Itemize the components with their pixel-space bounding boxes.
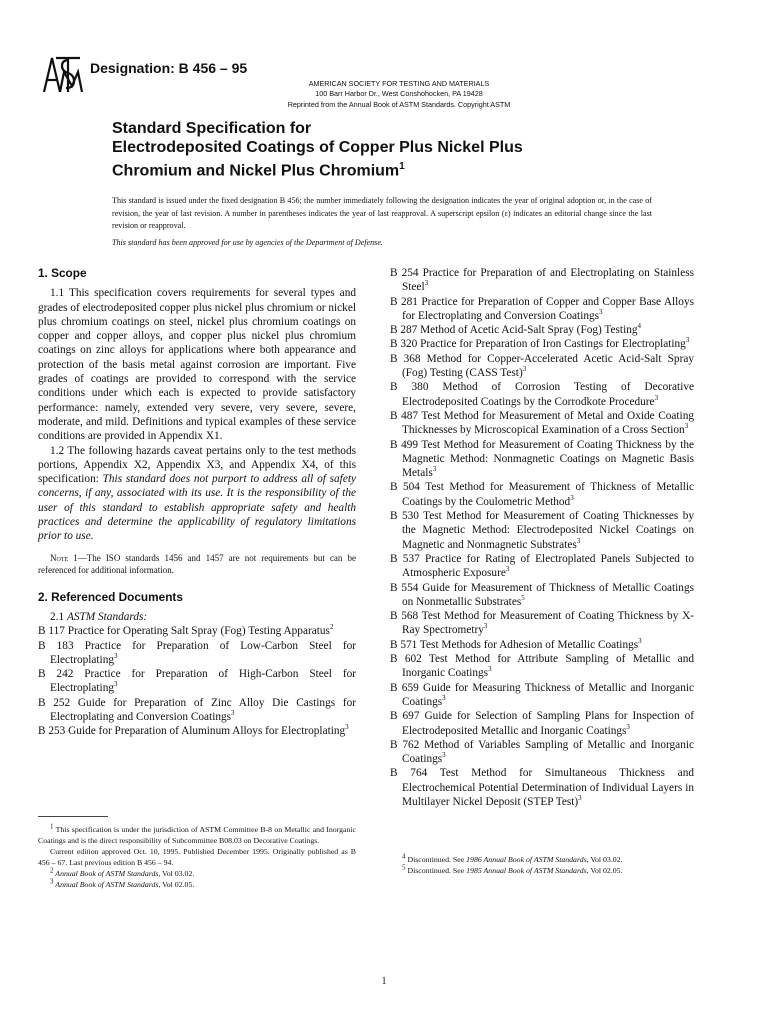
- footnote-2: [38, 868, 356, 879]
- footnote-marker: 3: [599, 308, 603, 317]
- subsection-astm-standards: [38, 610, 356, 624]
- footnote-marker: 2: [50, 866, 54, 875]
- reference-text: B 253 Guide for Preparation of Aluminum Alloys for Electroplating: [38, 725, 346, 738]
- footnote-marker: 4: [637, 322, 642, 331]
- reference-text: B 117 Practice for Operating Salt Spray (Fog) Testing Apparatus: [38, 625, 330, 638]
- publisher-block: [0, 79, 768, 110]
- footnote-marker: 3: [442, 694, 446, 703]
- reference-item: [390, 438, 694, 481]
- reference-text: B 571 Test Methods for Adhesion of Metallic Coatings: [390, 638, 639, 651]
- designation-note: This standard is issued under the fixed designation B 456; the number immediately following the designation indicates the year of original adoption or, in the case of revision, the year of last revision. A number in parentheses indicates the year of last reapproval. A superscript epsilon (ε) indicates an editorial change since the last revision or reapproval.: [112, 196, 652, 231]
- footnote-marker: 3: [483, 622, 488, 631]
- reference-item: [390, 609, 694, 638]
- footnote-marker: 2: [329, 623, 334, 632]
- reference-item: [390, 266, 694, 295]
- reference-text: B 764 Test Method for Simultaneous Thickness and Electrochemical Potential Determination of Individual Layers in Multilayer Nickel Deposit (STEP Test): [390, 767, 694, 808]
- title-line-1: Standard Specification for: [112, 120, 312, 137]
- reference-item: [390, 323, 694, 337]
- reference-text: B 252 Guide for Preparation of Zinc Alloy Die Castings for Electroplating and Conversion Coatings: [38, 696, 356, 724]
- section-heading-scope: 1. Scope: [38, 266, 87, 280]
- footnote-marker: 3: [654, 393, 659, 402]
- footnote-marker: 5: [402, 863, 406, 872]
- reference-text: B 568 Test Method for Measurement of Coating Thickness by X-Ray Spectrometry: [390, 610, 694, 637]
- footnote-marker: 3: [626, 722, 630, 731]
- footnote-marker: 3: [424, 279, 429, 288]
- scope-paragraph-2: [38, 444, 356, 544]
- subsection-number: 2.1: [50, 610, 67, 623]
- reference-text: B 380 Method of Corrosion Testing of Decorative Electrodeposited Coatings by the Corrodkote Procedure: [390, 381, 694, 408]
- reference-text: B 487 Test Method for Measurement of Metal and Oxide Coating Thicknesses by Microscopical Examination of a Cross Section: [390, 409, 694, 437]
- reprint-notice: Reprinted from the Annual Book of ASTM Standards. Copyright ASTM: [287, 99, 511, 109]
- reference-item: [390, 380, 694, 409]
- reference-text: B 554 Guide for Measurement of Thickness of Metallic Coatings on Nonmetallic Substrates: [390, 581, 694, 608]
- footnote-1: [38, 824, 356, 846]
- reference-text: B 281 Practice for Preparation of Copper and Copper Base Alloys for Electroplating and Conversion Coatings: [390, 295, 694, 322]
- footnote-marker: 4: [402, 852, 406, 861]
- footnote-volume: , Vol 03.02.: [586, 855, 623, 864]
- footnote-marker: 3: [578, 794, 582, 803]
- reference-text: B 254 Practice for Preparation of and Electroplating on Stainless Steel: [390, 267, 694, 294]
- footnote-marker: 3: [114, 680, 118, 689]
- reference-item: [390, 409, 694, 438]
- title-line-3-text: Chromium and Nickel Plus Chromium: [112, 162, 400, 180]
- footnote-marker: 3: [685, 336, 690, 345]
- safety-caveat: This standard does not purport to address all of safety concerns, if any, associated with its use. It is the responsibility of the user of this standard to establish appropriate safety and health practices and determine the applicability of regulatory limitations prior to use.: [38, 473, 356, 543]
- reference-text: B 499 Test Method for Measurement of Coating Thickness by the Magnetic Method: Nonmagnetic Coatings on Magnetic Basis Metals: [390, 438, 694, 480]
- footnote-marker: 3: [576, 536, 581, 545]
- reference-item: [390, 552, 694, 581]
- reference-item: [390, 638, 694, 652]
- reference-item: [390, 480, 694, 509]
- footnote-4: [390, 854, 694, 865]
- reference-item: [390, 352, 694, 381]
- reference-item: [390, 509, 694, 552]
- right-column: [390, 266, 694, 809]
- reference-item: [390, 581, 694, 610]
- footnote-marker: 3: [570, 493, 574, 502]
- reference-item: [390, 337, 694, 351]
- reference-item: [38, 696, 356, 725]
- reference-item: [38, 667, 356, 696]
- dod-approval: This standard has been approved for use by agencies of the Department of Defense.: [112, 237, 383, 247]
- footnote-volume: , Vol 03.02.: [158, 869, 195, 878]
- note-1: [38, 552, 356, 576]
- document-title: [112, 119, 672, 180]
- footnote-book-title: 1986 Annual Book of ASTM Standards: [466, 855, 587, 864]
- reference-text: B 697 Guide for Selection of Sampling Plans for Inspection of Electrodeposited Metallic and Inorganic Coatings: [390, 710, 694, 737]
- reference-item: [390, 295, 694, 324]
- reference-text: B 602 Test Method for Attribute Sampling of Metallic and Inorganic Coatings: [390, 653, 694, 680]
- reference-text: B 504 Test Method for Measurement of Thickness of Metallic Coatings by the Coulometric Method: [390, 481, 694, 508]
- footnote-marker: 3: [50, 877, 54, 886]
- footnote-book-title: 1985 Annual Book of ASTM Standards: [466, 866, 587, 875]
- footnote-text: Discontinued. See: [405, 866, 467, 875]
- scope-paragraph-2-text: 1.2 The following hazards caveat pertains only to the test methods portions, Appendix X2, Appendix X3, and Appendix X4, of this specification:: [38, 444, 356, 486]
- footnotes-left: [38, 824, 356, 890]
- scope-paragraph-1: 1.1 This specification covers requirements for several types and grades of electrodeposited copper plus nickel plus chromium or nickel plus chromium coatings on steel, nickel plus chromium coatings on copper and copper alloys, and copper plus nickel plus chromium coatings on zinc alloys for applications where both appearance and protection of the basis metal against corrosion are important. Five grades of coatings are provided to correspond with the service conditions under which each is expected to provide satisfactory performance: namely, extended very severe, very severe, severe, moderate, and mild. Definitions and typical examples of these service conditions are provided in Appendix X1.: [38, 287, 356, 443]
- reference-text: B 530 Test Method for Measurement of Coating Thicknesses by the Magnetic Method: Electrodeposited Nickel Coatings on Magnetic and Nonmagnetic Substrates: [390, 510, 694, 551]
- footnote-book-title: Annual Book of ASTM Standards: [53, 880, 159, 889]
- footnotes-right: [390, 854, 694, 876]
- note-text: 1—The ISO standards 1456 and 1457 are not requirements but can be referenced for additional information.: [38, 552, 356, 575]
- reference-item: [38, 639, 356, 668]
- footnote-volume: , Vol 02.05.: [158, 880, 195, 889]
- footnote-marker: 1: [50, 822, 54, 831]
- reference-list-left: [38, 624, 356, 738]
- footnote-marker: 5: [521, 594, 525, 603]
- footnote-3: [38, 879, 356, 890]
- reference-item: [38, 724, 356, 738]
- footnote-volume: , Vol 02.05.: [586, 866, 623, 875]
- footnote-marker: 3: [432, 465, 437, 474]
- reference-text: B 320 Practice for Preparation of Iron Castings for Electroplating: [390, 338, 686, 351]
- reference-text: B 287 Method of Acetic Acid-Salt Spray (Fog) Testing: [390, 324, 638, 337]
- publisher-address: 100 Barr Harbor Dr., West Conshohocken, PA 19428: [315, 89, 483, 99]
- publisher-name: AMERICAN SOCIETY FOR TESTING AND MATERIALS: [308, 79, 490, 88]
- footnote-rule: [38, 816, 108, 817]
- footnote-marker: 3: [638, 636, 642, 645]
- page-number: 1: [381, 976, 387, 987]
- footnote-1-edition: Current edition approved Oct. 10, 1995. Published December 1995. Originally published as B 456 – 67. Last previous edition B 456 – 94.: [38, 847, 356, 867]
- footnote-marker: 3: [684, 422, 689, 431]
- note-label: Note: [50, 552, 69, 563]
- reference-text: B 762 Method of Variables Sampling of Metallic and Inorganic Coatings: [390, 738, 694, 766]
- reference-item: [390, 709, 694, 738]
- subsection-label: ASTM Standards:: [66, 610, 148, 623]
- footnote-marker: 3: [522, 365, 527, 374]
- reference-text: B 659 Guide for Measuring Thickness of Metallic and Inorganic Coatings: [390, 681, 694, 708]
- reference-item: [390, 738, 694, 767]
- footnote-text: This specification is under the jurisdiction of ASTM Committee B-8 on Metallic and Inorganic Coatings and is the direct responsibility of Subcommittee B08.03 on Decorative Coatings.: [38, 825, 356, 845]
- footnote-marker: 3: [505, 565, 510, 574]
- title-line-2: Electrodeposited Coatings of Copper Plus Nickel Plus: [112, 139, 523, 156]
- section-heading-referenced: 2. Referenced Documents: [38, 589, 183, 604]
- footnote-book-title: Annual Book of ASTM Standards: [53, 869, 159, 878]
- footnote-marker: 3: [345, 723, 349, 732]
- designation: Designation: B 456 – 95: [90, 60, 248, 76]
- footnote-marker: 3: [114, 652, 118, 661]
- title-footnote-marker: 1: [399, 161, 405, 172]
- reference-item: [38, 624, 356, 638]
- footnote-marker: 3: [231, 709, 235, 718]
- reference-text: B 183 Practice for Preparation of Low-Carbon Steel for Electroplating: [38, 639, 356, 666]
- reference-item: [390, 681, 694, 710]
- preamble: [112, 195, 652, 249]
- footnote-marker: 3: [442, 751, 446, 760]
- reference-text: B 368 Method for Copper-Accelerated Acetic Acid-Salt Spray (Fog) Testing (CASS Test): [390, 352, 694, 380]
- left-column: [38, 266, 356, 739]
- title-line-3: [112, 157, 672, 180]
- reference-item: [390, 766, 694, 809]
- reference-text: B 242 Practice for Preparation of High-Carbon Steel for Electroplating: [38, 668, 356, 695]
- reference-text: B 537 Practice for Rating of Electroplated Panels Subjected to Atmospheric Exposure: [390, 552, 694, 580]
- footnote-marker: 3: [488, 665, 492, 674]
- reference-item: [390, 652, 694, 681]
- footnote-5: [390, 865, 694, 876]
- footnote-text: Discontinued. See: [405, 855, 467, 864]
